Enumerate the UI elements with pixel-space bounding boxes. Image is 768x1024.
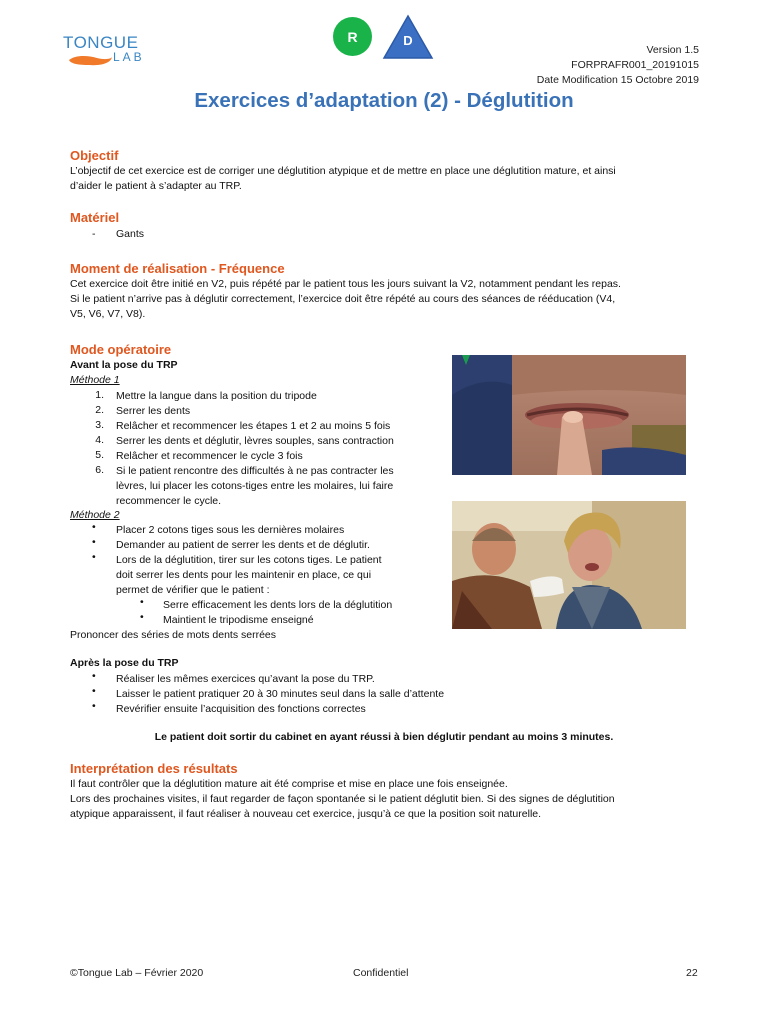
avant-subheading: Avant la pose du TRP [70,359,178,371]
mode-heading: Mode opératoire [70,342,172,357]
materiel-item: Gants [116,228,145,240]
apres-subheading: Après la pose du TRP [70,657,179,669]
bullet-icon: • [92,521,96,533]
interpretation-line-3: atypique apparaissent, il faut réaliser à nouveau cet exercice, jusqu’à ce que la position soit naturelle. [70,808,542,820]
m1-number: 6. [95,464,104,476]
lips-photo [452,355,686,475]
footer-confidential: Confidentiel [353,967,409,979]
bullet-icon: • [92,536,96,548]
objectif-line-2: d’aider le patient à s’adapter au TRP. [70,180,242,192]
m1-number: 1. [95,389,104,401]
bullet-icon: • [92,700,96,712]
methode-2-label: Méthode 2 [70,509,120,521]
interpretation-heading: Interprétation des résultats [70,761,238,776]
bullet-icon: • [140,611,144,623]
m2-item: Placer 2 cotons tiges sous les dernières molaires [116,524,345,536]
m1-item: Serrer les dents et déglutir, lèvres souples, sans contraction [116,435,394,447]
doc-code-label: FORPRAFR001_20191015 [571,59,699,71]
logo-text-tongue: TONGUE [63,33,139,52]
objectif-heading: Objectif [70,148,119,163]
m1-item: Relâcher et recommencer les étapes 1 et 2 au moins 5 fois [116,420,391,432]
interpretation-line-1: Il faut contrôler que la déglutition mature ait été comprise et mise en place une fois enseignée. [70,778,508,790]
materiel-dash: - [92,228,96,240]
m1-number: 5. [95,449,104,461]
m2-item-cont: doit serrer les dents pour les maintenir en place, ce qui [116,569,372,581]
bullet-icon: • [92,670,96,682]
m1-number: 4. [95,434,104,446]
footer-copyright: ©Tongue Lab – Février 2020 [70,967,204,979]
bullet-icon: • [140,596,144,608]
clinician-patient-photo [452,501,686,629]
m1-item: Mettre la langue dans la position du tripode [116,390,317,402]
m1-item: Serrer les dents [116,405,191,417]
conclusion-line: Le patient doit sortir du cabinet en ayant réussi à bien déglutir pendant au moins 3 minutes. [154,731,614,743]
m1-item-cont: lèvres, lui placer les cotons-tiges entre les molaires, lui faire [116,480,394,492]
apres-item: Laisser le patient pratiquer 20 à 30 minutes seul dans la salle d’attente [116,688,445,700]
m2-sub-item: Serre efficacement les dents lors de la déglutition [163,599,393,611]
version-label: Version 1.5 [646,44,699,56]
apres-item: Revérifier ensuite l’acquisition des fonctions correctes [116,703,366,715]
moment-heading: Moment de réalisation - Fréquence [70,261,285,276]
materiel-heading: Matériel [70,210,120,225]
m2-item: Demander au patient de serrer les dents et de déglutir. [116,539,370,551]
m1-item-cont: recommencer le cycle. [116,495,222,507]
m1-item: Si le patient rencontre des difficultés à ne pas contracter les [116,465,394,477]
bullet-icon: • [92,551,96,563]
logo-text-lab: LAB [113,50,145,64]
date-modification-label: Date Modification 15 Octobre 2019 [536,74,699,86]
moment-line-3: V5, V6, V7, V8). [70,308,146,320]
apres-item: Réaliser les mêmes exercices qu’avant la pose du TRP. [116,673,375,685]
prononcer-line: Prononcer des séries de mots dents serrées [70,629,277,641]
m2-sub-item: Maintient le tripodisme enseigné [163,614,314,626]
m1-item: Relâcher et recommencer le cycle 3 fois [116,450,303,462]
tongue-logo-icon [67,53,113,67]
page-title: Exercices d’adaptation (2) - Déglutition [194,89,574,112]
objectif-line-1: L’objectif de cet exercice est de corriger une déglutition atypique et de mettre en place une déglutition mature, et ainsi [70,165,616,177]
footer-page-number: 22 [686,967,698,979]
m1-number: 3. [95,419,104,431]
m2-item: Lors de la déglutition, tirer sur les cotons tiges. Le patient [116,554,382,566]
m1-number: 2. [95,404,104,416]
moment-line-1: Cet exercice doit être initié en V2, puis répété par le patient tous les jours suivant la V2, notamment pendant les repas. [70,278,621,290]
methode-1-label: Méthode 1 [70,374,120,386]
m2-item-cont: permet de vérifier que le patient : [116,584,270,596]
badge-d-label: D [403,33,413,48]
moment-line-2: Si le patient n’arrive pas à déglutir correctement, l’exercice doit être répété au cours des séances de rééducation (V4, [70,293,616,305]
badge-r: R [333,17,372,56]
bullet-icon: • [92,685,96,697]
interpretation-line-2: Lors des prochaines visites, il faut regarder de façon spontanée si le patient déglutit bien. Si des signes de déglutition [70,793,615,805]
